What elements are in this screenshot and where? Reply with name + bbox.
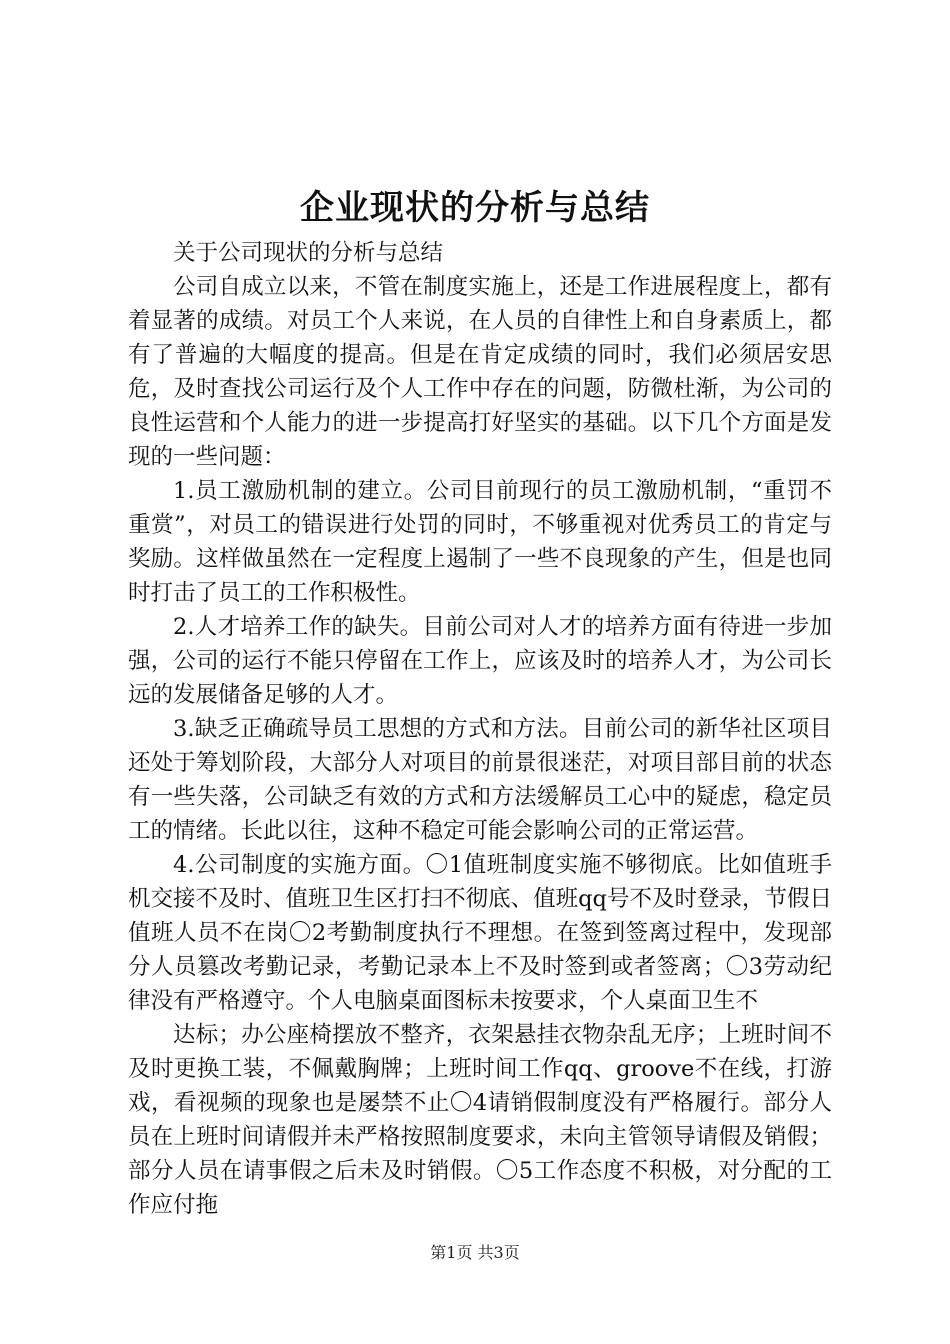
document-body (128, 236, 832, 1222)
paragraph-subtitle: 关于公司现状的分析与总结 (173, 240, 444, 266)
document-title: 企业现状的分析与总结 (300, 188, 650, 228)
page-footer: 第1页 共3页 (430, 1243, 520, 1262)
paragraph-item-1: 1.员工激励机制的建立。公司目前现行的员工激励机制，“重罚不重赏”，对员工的错误进行处罚的同时，不够重视对优秀员工的肯定与奖励。这样做虽然在一定程度上遏制了一些不良现象的产生，但是也同时打击了员工的工作积极性。 (128, 478, 832, 606)
paragraph-item-3: 3.缺乏正确疏导员工思想的方式和方法。目前公司的新华社区项目还处于筹划阶段，大部分人对项目的前景很迷茫，对项目部目前的状态有一些失落，公司缺乏有效的方式和方法缓解员工心中的疑虑，稳定员工的情绪。长此以往，这种不稳定可能会影响公司的正常运营。 (128, 716, 832, 844)
paragraph-intro: 公司自成立以来，不管在制度实施上，还是工作进展程度上，都有着显著的成绩。对员工个人来说，在人员的自律性上和自身素质上，都有了普遍的大幅度的提高。但是在肯定成绩的同时，我们必须居安思危，及时查找公司运行及个人工作中存在的问题，防微杜渐，为公司的良性运营和个人能力的进一步提高打好坚实的基础。以下几个方面是发现的一些问题： (128, 274, 832, 470)
paragraph-item-2: 2.人才培养工作的缺失。目前公司对人才的培养方面有待进一步加强，公司的运行不能只停留在工作上，应该及时的培养人才，为公司长远的发展储备足够的人才。 (128, 614, 832, 708)
paragraph-item-4-continued: 达标；办公座椅摆放不整齐，衣架悬挂衣物杂乱无序；上班时间不及时更换工装，不佩戴胸牌；上班时间工作qq、groove不在线，打游戏，看视频的现象也是屡禁不止〇4请销假制度没有严格履行。部分人员在上班时间请假并未严格按照制度要求，未向主管领导请假及销假；部分人员在请事假之后未及时销假。〇5工作态度不积极，对分配的工作应付拖 (128, 1022, 832, 1218)
paragraph-item-4: 4.公司制度的实施方面。〇1值班制度实施不够彻底。比如值班手机交接不及时、值班卫生区打扫不彻底、值班qq号不及时登录，节假日值班人员不在岗〇2考勤制度执行不理想。在签到签离过程中，发现部分人员篡改考勤记录，考勤记录本上不及时签到或者签离；〇3劳动纪律没有严格遵守。个人电脑桌面图标未按要求，个人桌面卫生不 (128, 852, 832, 1014)
